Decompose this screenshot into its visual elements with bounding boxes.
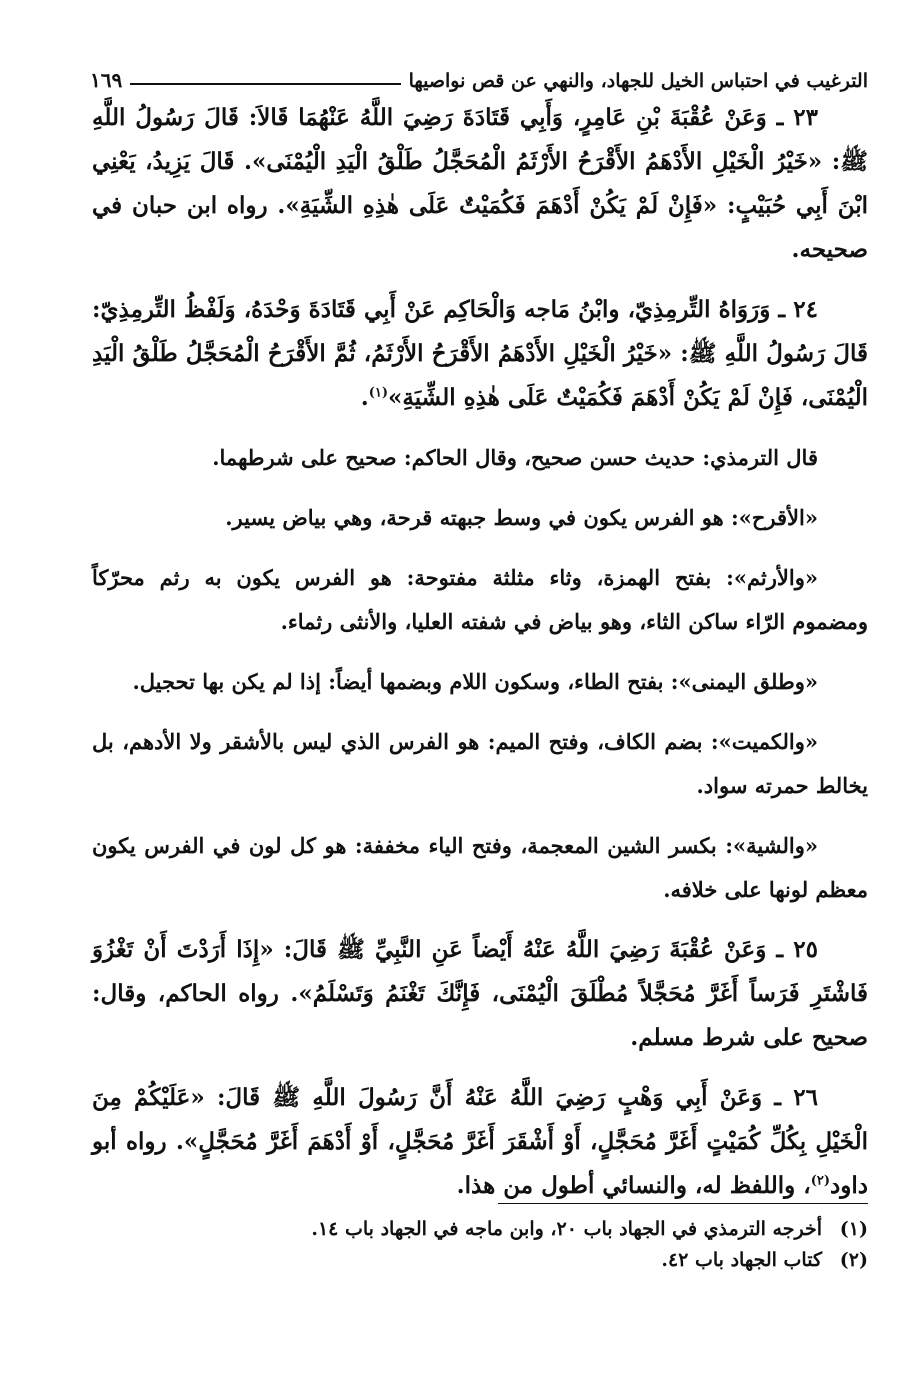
hadith-24 (92, 288, 868, 420)
hadith-26-tail: ، واللفظ له، والنسائي أطول من هذا. (456, 1172, 811, 1199)
hadith-26 (92, 1076, 868, 1208)
gloss-aqrah: «الأقرح»: هو الفرس يكون في وسط جبهته قرحة، وهي بياض يسير. (225, 505, 818, 530)
running-head-title: الترغيب في احتباس الخيل للجهاد، والنهي عن قص نواصيها (408, 70, 868, 92)
running-head-rule (130, 83, 400, 85)
footnote-ref-2: (٢) (810, 1173, 831, 1189)
footnotes (92, 1214, 868, 1276)
gloss-artham: «والأرثم»: بفتح الهمزة، وثاء مثلثة مفتوحة: هو الفرس يكون به رثم محرّكاً ومضموم الرّاء ساكن الثاء، وهو بياض في شفته العليا، والأنثى رثماء. (92, 565, 868, 634)
hadith-24-end: . (360, 384, 369, 411)
hadith-24-text: ٢٤ ـ وَرَوَاهُ التِّرمِذِيّ، وابْنُ مَاجه وَالْحَاكِم عَنْ أَبِي قَتَادَةَ وَحْدَهُ، وَلَفْظُ التِّرمِذِيّ: قَالَ رَسُولُ اللَّهِ ﷺ: «خَيْرُ الْخَيْلِ الأَدْهَمُ الأَقْرَحُ الأَرْثَمُ، ثُمَّ الأَقْرَحُ الْمُحَجَّلُ طَلْقُ الْيَدِ الْيُمْنَى، فَإِنْ لَمْ يَكُنْ أَدْهَمَ فَكُمَيْتٌ عَلَى هٰذِهِ الشِّيَةِ» (92, 296, 868, 411)
footnote-1 (92, 1214, 868, 1245)
page-number: ١٦٩ (90, 68, 123, 92)
footnote-text: أخرجه الترمذي في الجهاد باب ٢٠، وابن ماجه في الجهاد باب ١٤. (311, 1218, 822, 1240)
gloss-kumait: «والكميت»: بضم الكاف، وفتح الميم: هو الفرس الذي ليس بالأشقر ولا الأدهم، بل يخالط حمرته سواد. (92, 729, 868, 798)
running-head (90, 58, 868, 92)
footnote-ref-1: (١) (368, 385, 389, 401)
hadith-23: ٢٣ ـ وَعَنْ عُقْبَةَ بْنِ عَامِرٍ، وَأَبِي قَتَادَةَ رَضِيَ اللَّهُ عَنْهُمَا قَالاَ: قَالَ رَسُولُ اللَّهِ ﷺ: «خَيْرُ الْخَيْلِ الأَدْهَمُ الأَقْرَحُ الأَرْثَمُ الْمُحَجَّلُ طَلْقُ الْيَدِ الْيُمْنَى». قَالَ يَزِيدُ، يَعْنِي ابْنَ أَبِي حُبَيْبٍ: «فَإِنْ لَمْ يَكُنْ أَدْهَمَ فَكُمَيْتٌ عَلَى هٰذِهِ الشِّيَةِ». رواه ابن حبان في صحيحه. (92, 104, 868, 263)
page-body (92, 96, 868, 1224)
footnote-2 (92, 1245, 868, 1276)
gloss-talq: «وطلق اليمنى»: بفتح الطاء، وسكون اللام وبضمها أيضاً: إذا لم يكن بها تحجيل. (132, 669, 818, 694)
hadith-26-text: ٢٦ ـ وَعَنْ أَبِي وَهْبٍ رَضِيَ اللَّهُ عَنْهُ أَنَّ رَسُولَ اللَّهِ ﷺ قَالَ: «عَلَيْكُمْ مِنَ الْخَيْلِ بِكُلِّ كُمَيْتٍ أَغَرَّ مُحَجَّلٍ، أَوْ أَشْقَرَ أَغَرَّ مُحَجَّلٍ، أَوْ أَدْهَمَ أَغَرَّ مُحَجَّلٍ». رواه أبو داود (92, 1084, 868, 1199)
hadith-25: ٢٥ ـ وَعَنْ عُقْبَةَ رَضِيَ اللَّهُ عَنْهُ أَيْضاً عَنِ النَّبِيِّ ﷺ قَالَ: «إِذَا أَرَدْتَ أَنْ تَغْزُوَ فَاشْتَرِ فَرَساً أَغَرَّ مُحَجَّلاً مُطْلَقَ الْيُمْنَى، فَإِنَّكَ تَغْنَمُ وَتَسْلَمُ». رواه الحاكم، وقال: صحيح على شرط مسلم. (92, 936, 868, 1051)
footnote-number: (١) (839, 1218, 868, 1240)
tirmidhi-grading: قال الترمذي: حديث حسن صحيح، وقال الحاكم: صحيح على شرطهما. (212, 445, 818, 470)
footnote-text: كتاب الجهاد باب ٤٢. (661, 1249, 822, 1271)
footnote-number: (٢) (839, 1249, 868, 1271)
gloss-shiya: «والشية»: بكسر الشين المعجمة، وفتح الياء مخففة: هو كل لون في الفرس يكون معظم لونها على خلافه. (92, 833, 868, 902)
footnote-separator (498, 1203, 868, 1204)
